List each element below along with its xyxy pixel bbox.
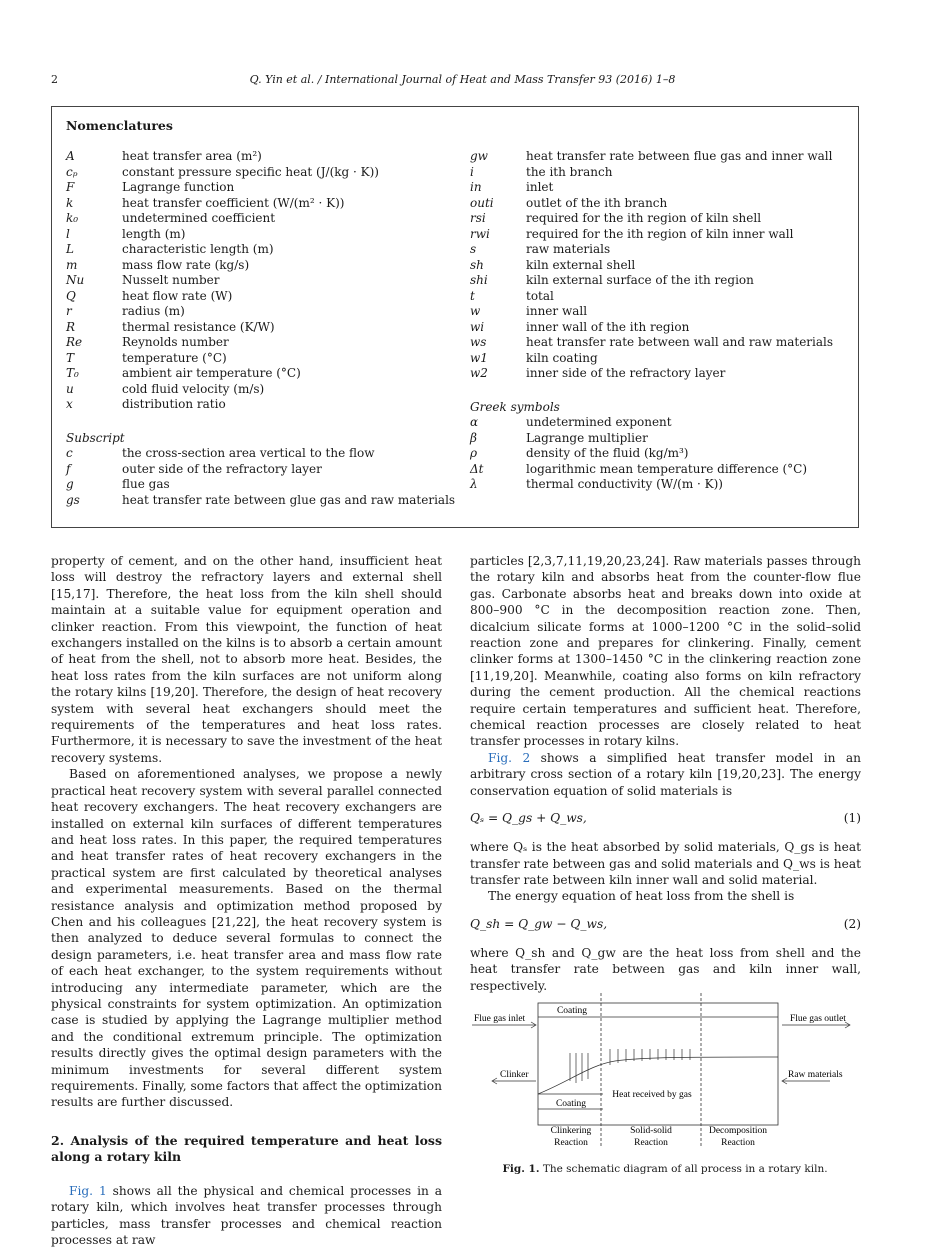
paragraph: where Q_sh and Q_gw are the heat loss from shell and the heat transfer rate between gas and kiln inner wall, respectively.: [470, 945, 861, 993]
symbol: wi: [470, 319, 485, 334]
nomenclature-entry: [470, 273, 855, 289]
symbol: k₀: [66, 211, 79, 225]
nomenclature-entry: [470, 335, 855, 351]
definition: Lagrange multiplier: [526, 430, 648, 445]
definition: outlet of the ith branch: [526, 195, 668, 210]
definition: mass flow rate (kg/s): [122, 257, 250, 272]
definition: radius (m): [122, 304, 185, 318]
definition: the ith branch: [526, 164, 613, 179]
symbol: c: [66, 446, 73, 460]
label: Reaction: [634, 1138, 668, 1148]
definition: constant pressure specific heat (J/(kg · K)): [122, 164, 379, 179]
symbol: i: [470, 164, 474, 179]
symbol: Nu: [66, 273, 85, 287]
symbol: outi: [470, 195, 494, 210]
nomenclature-entry: [470, 258, 855, 274]
paragraph: The energy equation of heat loss from the shell is: [488, 889, 795, 904]
symbol: F: [66, 180, 75, 194]
nomenclature-entry: [66, 196, 466, 212]
subscript-heading: Subscript: [66, 430, 125, 445]
heat-arrows: [570, 1049, 690, 1083]
nomenclature-entry: [66, 165, 466, 181]
symbol: w: [470, 304, 481, 318]
symbol: x: [66, 397, 73, 411]
nomenclature-entry: [470, 320, 855, 336]
nomenclature-entry: [66, 382, 466, 398]
nomenclature-entry: [470, 211, 855, 227]
definition: thermal conductivity (W/(m · K)): [526, 477, 723, 491]
paragraph: property of cement, and on the other hand, insufficient heat loss will destroy the refractory layers and external shell [15,17]. Therefore, the heat loss from the kiln shell should maintain at a suitable value for equipment operation and clinker reaction. From this viewpoint, the function of heat exchangers installed on the kilns is to absorb a certain amount of heat from the shell, not to absorb more heat. Besides, the heat loss rates from the kiln surfaces are not uniform along the rotary kilns [19,20]. Therefore, the design of heat recovery system with several heat exchangers should meet the requirements of the temperatures and heat loss rates. Furthermore, it is necessary to save the investment of the heat recovery systems.: [51, 554, 442, 765]
nomenclature-entry: [470, 149, 855, 165]
label: Raw materials: [788, 1070, 843, 1080]
label: Coating: [556, 1006, 588, 1016]
definition: inner wall of the ith region: [526, 319, 690, 334]
definition: heat transfer rate between flue gas and inner wall: [526, 149, 833, 163]
symbol: A: [66, 149, 75, 163]
definition: required for the ith region of kiln inner wall: [526, 226, 794, 241]
symbol: gw: [470, 149, 488, 163]
figure-caption: Fig. 1. The schematic diagram of all process in a rotary kiln.: [502, 1163, 828, 1175]
nomenclature-entry: [470, 180, 855, 196]
figure-1-diagram: [470, 991, 860, 1151]
nomenclature-entry: [66, 366, 466, 382]
definition: heat transfer coefficient (W/(m² · K)): [122, 195, 345, 210]
section-heading: 2. Analysis of the required temperature and heat loss along a rotary kiln: [51, 1132, 442, 1164]
symbol: R: [66, 319, 76, 334]
definition: outer side of the refractory layer: [122, 461, 322, 476]
nomenclature-entry: [470, 289, 855, 305]
nomenclature-entry: [470, 477, 855, 493]
definition: heat transfer rate between wall and raw materials: [526, 335, 834, 349]
figure-link[interactable]: Fig. 1: [69, 1183, 107, 1198]
symbol: Δt: [470, 461, 484, 476]
right-text-column: [470, 553, 861, 994]
symbol: s: [470, 242, 477, 256]
greek-heading: Greek symbols: [470, 399, 560, 414]
definition: temperature (°C): [122, 350, 227, 365]
definition: length (m): [122, 226, 186, 241]
symbol: in: [470, 180, 482, 194]
symbol: u: [66, 381, 74, 396]
definition: Lagrange function: [122, 180, 235, 194]
nomenclature-entry: [66, 304, 466, 320]
symbol: Q: [66, 288, 76, 303]
equation-1: Qₛ = Q_gs + Q_ws, (1): [470, 811, 861, 826]
definition: distribution ratio: [122, 397, 226, 411]
symbol: ws: [470, 335, 487, 349]
definition: Reynolds number: [122, 335, 229, 349]
definition: undetermined exponent: [526, 415, 672, 429]
symbol: T: [66, 350, 75, 365]
symbol: m: [66, 257, 78, 272]
material-bed-curve: [538, 1057, 778, 1094]
symbol: w2: [470, 366, 488, 380]
symbol: k: [66, 195, 74, 210]
nomenclature-title: Nomenclatures: [66, 118, 173, 133]
paragraph: where Qₛ is the heat absorbed by solid materials, Q_gs is heat transfer rate between gas and solid materials and Q_ws is heat transfer rate between kiln inner wall and solid material.: [470, 840, 861, 887]
definition: inlet: [526, 180, 554, 194]
nomenclature-entry: [66, 211, 466, 227]
nomenclature-entry: [470, 196, 855, 212]
nomenclature-entry: [66, 180, 466, 196]
label: Flue gas inlet: [474, 1014, 526, 1024]
left-text-column: [51, 553, 442, 1248]
nomenclature-entry: [470, 431, 855, 447]
nomenclature-entry: [470, 351, 855, 367]
nomenclature-entry: [66, 149, 466, 165]
symbol: λ: [470, 477, 478, 491]
definition: inner side of the refractory layer: [526, 366, 726, 380]
nomenclature-entry: [66, 242, 466, 258]
definition: heat transfer rate between glue gas and raw materials: [122, 492, 456, 507]
nomenclature-entry: [66, 320, 466, 336]
nomenclature-entry: [66, 335, 466, 351]
equation-2: Q_sh = Q_gw − Q_ws, (2): [470, 916, 861, 931]
symbol: w1: [470, 350, 488, 365]
definition: flue gas: [122, 477, 170, 491]
nomenclature-entry: [470, 304, 855, 320]
definition: kiln external shell: [526, 257, 636, 272]
nomenclature-entry: [66, 273, 466, 289]
symbol: r: [66, 304, 72, 318]
nomenclature-entry: [470, 366, 855, 382]
page-number: 2: [51, 73, 58, 86]
paragraph: Fig. 1 shows all the physical and chemical processes in a rotary kiln, which involves heat transfer processes through particles, mass transfer processes and chemical reaction processes at raw: [51, 1183, 442, 1248]
symbol: f: [66, 461, 71, 476]
symbol: α: [470, 415, 479, 429]
symbol: ρ: [470, 446, 478, 460]
definition: Nusselt number: [122, 273, 220, 287]
symbol: cₚ: [66, 164, 78, 179]
definition: logarithmic mean temperature difference (°C): [526, 461, 808, 476]
definition: inner wall: [526, 304, 588, 318]
nomenclature-entry: [470, 462, 855, 478]
definition: characteristic length (m): [122, 242, 274, 256]
symbol: t: [470, 288, 475, 303]
nomenclature-entry: [470, 227, 855, 243]
figure-link[interactable]: Fig. 2: [488, 750, 531, 765]
label: Reaction: [721, 1138, 755, 1148]
nomenclature-entry: [66, 258, 466, 274]
definition: undetermined coefficient: [122, 211, 276, 225]
label: Reaction: [554, 1138, 588, 1148]
definition: total: [526, 288, 554, 303]
symbol: l: [66, 226, 70, 241]
symbol: β: [470, 430, 477, 445]
label: Clinkering: [550, 1126, 592, 1136]
definition: required for the ith region of kiln shell: [526, 211, 762, 225]
nomenclature-entry: [470, 415, 855, 431]
nomenclature-entry: [470, 165, 855, 181]
definition: kiln coating: [526, 350, 598, 365]
nomenclature-entry: [470, 242, 855, 258]
definition: thermal resistance (K/W): [122, 319, 275, 334]
nomenclature-entry: [66, 227, 466, 243]
definition: cold fluid velocity (m/s): [122, 381, 265, 396]
symbol: rwi: [470, 226, 490, 241]
label: Coating: [555, 1099, 587, 1109]
definition: density of the fluid (kg/m³): [526, 446, 689, 460]
label: Heat received by gas: [612, 1090, 692, 1100]
nomenclature-entry: [66, 397, 466, 413]
nomenclature-left-column: [66, 149, 466, 508]
running-head: Q. Yin et al. / International Journal of Heat and Mass Transfer 93 (2016) 1–8: [249, 73, 676, 86]
symbol: T₀: [66, 366, 79, 380]
symbol: sh: [470, 257, 484, 272]
paragraph: Fig. 2 shows a simplified heat transfer model in an arbitrary cross section of a rotary kiln [19,20,23]. The energy conservation equation of solid materials is: [470, 750, 861, 798]
label: Clinker: [500, 1070, 529, 1080]
nomenclature-entry: [66, 289, 466, 305]
definition: the cross-section area vertical to the flow: [122, 446, 375, 460]
nomenclature-entry: [66, 462, 466, 478]
nomenclature-entry: [66, 446, 466, 462]
nomenclature-right-column: [470, 149, 855, 493]
definition: heat flow rate (W): [122, 288, 233, 303]
paragraph: particles [2,3,7,11,19,20,23,24]. Raw materials passes through the rotary kiln and absorbs heat from the counter-flow flue gas. Carbonate absorbs heat and breaks down into oxide at 800–900 °C in the decomposition reaction zone. Then, dicalcium silicate forms at 1000–1200 °C in the solid–solid reaction zone and prepares for clinkering. Finally, cement clinker forms at 1300–1450 °C in the clinkering reaction zone [11,19,20]. Meanwhile, coating also forms on kiln refractory during the cement production. All the chemical reactions require certain temperatures and sufficient heat. Therefore, chemical reaction processes are closely related to heat transfer processes in rotary kilns.: [470, 554, 861, 749]
symbol: Re: [66, 335, 83, 349]
paragraph: Based on aforementioned analyses, we propose a newly practical heat recovery system with several parallel connected heat recovery exchangers. The heat recovery exchangers are installed on external kiln surfaces of different temperatures and heat loss rates. In this paper, the required temperatures and heat transfer rates of heat recovery exchangers in the practical system are first calculated by theoretical analyses and experimental measurements. Based on the thermal resistance analysis and optimization method proposed by Chen and his colleagues [21,22], the heat recovery system is then analyzed to deduce several formulas to connect the design parameters, i.e. heat transfer area and mass flow rate of each heat exchanger, to the system requirements without introducing any intermediate parameter, which are the physical constraints for system optimization. An optimization case is studied by applying the Lagrange multiplier method and the conditional extremum principle. The optimization results directly gives the optimal design parameters with the minimum investments for several different system requirements. Finally, some factors that affect the optimization results are further discussed.: [51, 767, 442, 1110]
label: Solid-solid: [630, 1126, 672, 1136]
symbol: L: [66, 242, 74, 256]
symbol: rsi: [470, 211, 486, 225]
definition: raw materials: [526, 242, 611, 256]
definition: ambient air temperature (°C): [122, 366, 301, 380]
nomenclature-entry: [66, 477, 466, 493]
label: Decomposition: [708, 1126, 768, 1136]
symbol: g: [66, 477, 74, 491]
nomenclature-entry: [470, 446, 855, 462]
definition: heat transfer area (m²): [122, 149, 262, 163]
nomenclature-entry: [66, 351, 466, 367]
nomenclature-entry: [66, 493, 466, 509]
definition: kiln external surface of the ith region: [526, 273, 754, 287]
symbol: shi: [470, 273, 488, 287]
symbol: gs: [66, 492, 80, 507]
label: Flue gas outlet: [790, 1014, 846, 1024]
